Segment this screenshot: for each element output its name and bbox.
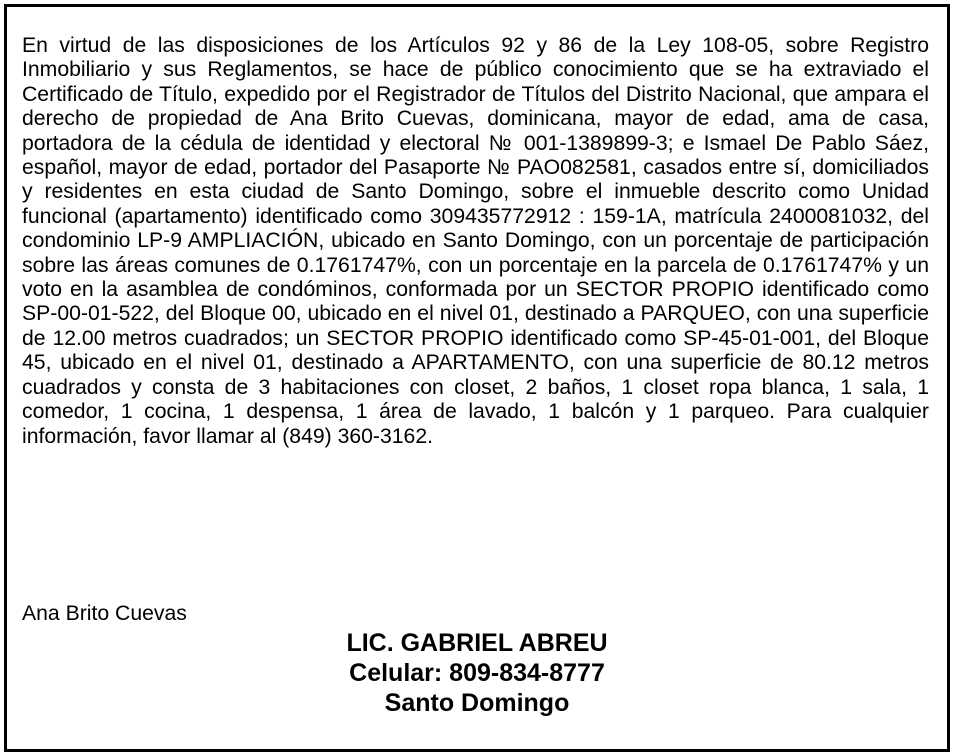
attorney-phone: Celular: 809-834-8777 <box>349 659 605 687</box>
attorney-city: Santo Domingo <box>384 689 570 717</box>
signer-name: Ana Brito Cuevas <box>22 602 187 625</box>
attorney-name: LIC. GABRIEL ABREU <box>346 629 608 657</box>
notice-body-text: En virtud de las disposiciones de los Artículos 92 y 86 de la Ley 108-05, sobre Registro Inmobiliario y sus Reglamentos, se hace de público conocimiento que se ha extraviado el Certificado de Título, expedido por el Registrador de Títulos del Distrito Nacional, que ampara el derecho de propiedad de Ana Brito Cuevas, dominicana, mayor de edad, ama de casa, portadora de la cédula de identidad y electoral № 001-1389899-3; e Ismael De Pablo Sáez, español, mayor de edad, portador del Pasaporte № PAO082581, casados entre sí, domiciliados y residentes en esta ciudad de Santo Domingo, sobre el inmueble descrito como Unidad funcional (apartamento) identificado como 309435772912 : 159-1A, matrícula 2400081032, del condominio LP-9 AMPLIACIÓN, ubicado en Santo Domingo, con un porcentaje de participación sobre las áreas comunes de 0.1761747%, con un porcentaje en la parcela de 0.1761747% y un voto en la asamblea de condóminos, conformada por un SECTOR PROPIO identificado como SP-00-01-522, del Bloque 00, ubicado en el nivel 01, destinado a PARQUEO, con una superficie de 12.00 metros cuadrados; un SECTOR PROPIO identificado como SP-45-01-001, del Bloque 45, ubicado en el nivel 01, destinado a APARTAMENTO, con una superficie de 80.12 metros cuadrados y consta de 3 habitaciones con closet, 2 baños, 1 closet ropa blanca, 1 sala, 1 comedor, 1 cocina, 1 despensa, 1 área de lavado, 1 balcón y 1 parqueo. Para cualquier información, favor llamar al (849) 360-3162. <box>22 34 929 448</box>
legal-notice <box>4 4 950 752</box>
attorney-footer <box>7 628 947 718</box>
